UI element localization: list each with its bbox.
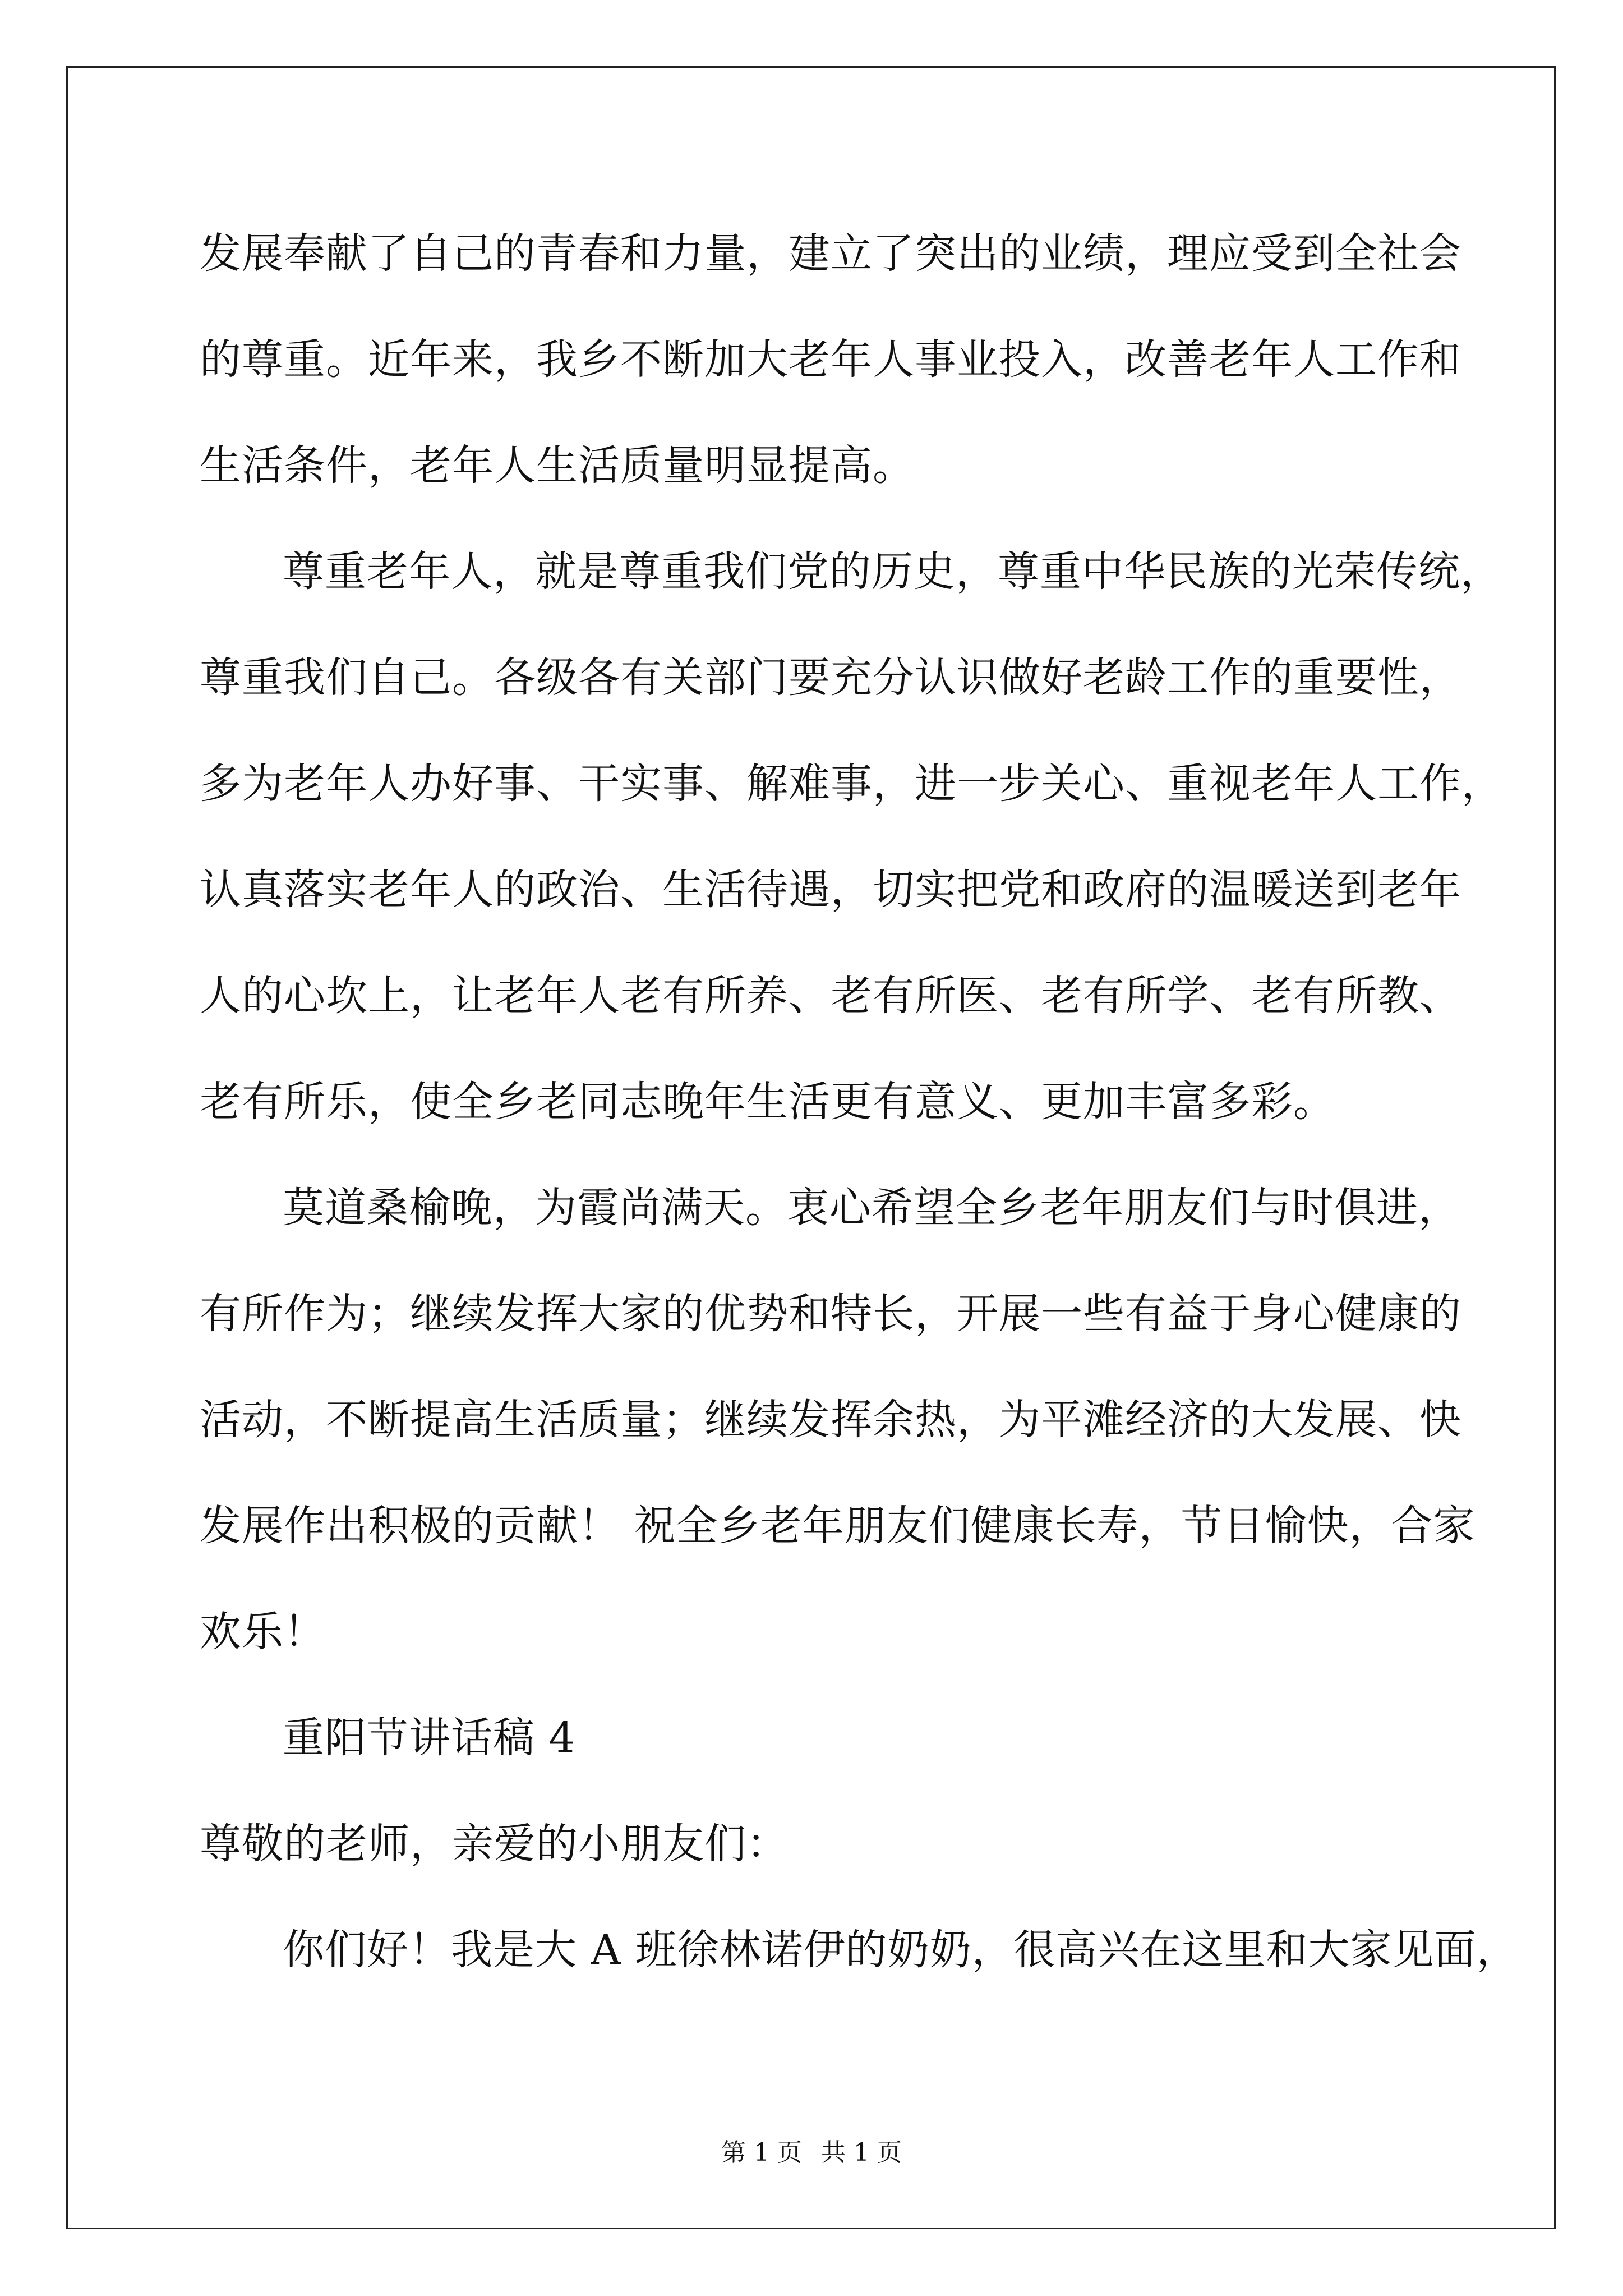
section-heading: 重阳节讲话稿 4 bbox=[283, 1714, 576, 1762]
page-footer bbox=[0, 2136, 1623, 2170]
text-line: 有所作为；继续发挥大家的优势和特长，开展一些有益于身心健康的 bbox=[200, 1290, 1461, 1338]
text-line: 认真落实老年人的政治、生活待遇，切实把党和政府的温暖送到老年 bbox=[200, 866, 1461, 914]
text-line: 发展奉献了自己的青春和力量，建立了突出的业绩，理应受到全社会 bbox=[200, 229, 1461, 278]
text-line: 尊重我们自己。各级各有关部门要充分认识做好老龄工作的重要性， bbox=[200, 654, 1461, 702]
page-number-total: 共 1 页 bbox=[821, 2138, 902, 2167]
paragraph-first-line: 尊重老年人，就是尊重我们党的历史，尊重中华民族的光荣传统， bbox=[283, 547, 1502, 596]
page-number-current: 第 1 页 bbox=[721, 2138, 802, 2167]
paragraph-first-line: 你们好！我是大 A 班徐林诺伊的奶奶，很高兴在这里和大家见面， bbox=[283, 1926, 1519, 1974]
paragraph-first-line: 莫道桑榆晚，为霞尚满天。衷心希望全乡老年朋友们与时俱进， bbox=[283, 1184, 1460, 1232]
text-line: 生活条件，老年人生活质量明显提高。 bbox=[200, 441, 915, 490]
text-line: 老有所乐，使全乡老同志晚年生活更有意义、更加丰富多彩。 bbox=[200, 1078, 1335, 1126]
salutation: 尊敬的老师，亲爱的小朋友们： bbox=[200, 1820, 789, 1868]
text-line: 发展作出积极的贡献！ 祝全乡老年朋友们健康长寿，节日愉快，合家 bbox=[200, 1502, 1476, 1550]
text-line: 的尊重。近年来，我乡不断加大老年人事业投入，改善老年人工作和 bbox=[200, 335, 1461, 384]
text-line: 多为老年人办好事、干实事、解难事，进一步关心、重视老年人工作， bbox=[200, 760, 1504, 808]
text-line: 欢乐！ bbox=[200, 1608, 326, 1656]
text-line: 活动，不断提高生活质量；继续发挥余热，为平滩经济的大发展、快 bbox=[200, 1396, 1461, 1444]
text-line: 人的心坎上，让老年人老有所养、老有所医、老有所学、老有所教、 bbox=[200, 972, 1461, 1020]
